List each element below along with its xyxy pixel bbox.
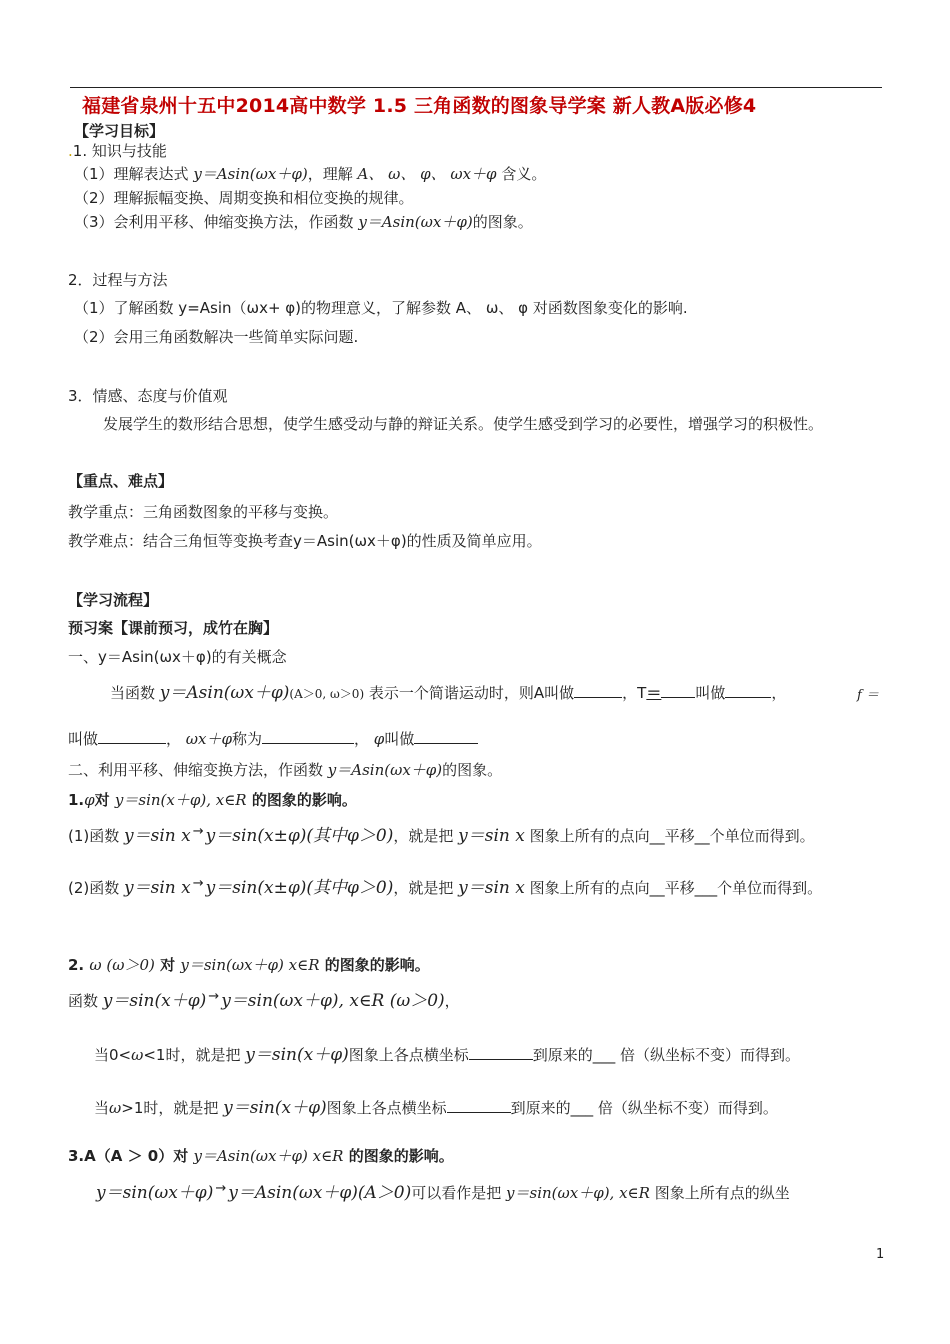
- s1-item1: （1）理解表达式 y＝Asin(ωx＋φ)，理解 A、 ω、 φ、 ωx＋φ 含义。: [74, 165, 547, 183]
- topic1-item1: (1)函数 y＝sin x → y＝sin(x±φ)(其中φ＞0)，就是把 y＝sin x 图象上所有的点向__平移__个单位而得到。: [68, 824, 815, 846]
- key-heading: 【重点、难点】: [68, 472, 174, 490]
- s1-heading: .1. 知识与技能: [68, 142, 167, 160]
- key-focus: 教学重点：三角函数图象的平移与变换。: [68, 503, 339, 521]
- s2-item2: （2）会用三角函数解决一些简单实际问题.: [74, 328, 359, 346]
- page-title: 福建省泉州十五中2014高中数学 1.5 三角函数的图象导学案 新人教A版必修4: [82, 95, 757, 117]
- key-difficulty: 教学难点：结合三角恒等变换考查y＝Asin(ωx＋φ)的性质及简单应用。: [68, 532, 542, 550]
- topic1-item2: (2)函数 y＝sin x → y＝sin(x±φ)(其中φ＞0)，就是把 y＝sin x 图象上所有的点向__平移___个单位而得到。: [68, 876, 823, 898]
- topic3-line1: y＝sin(ωx＋φ) → y＝Asin(ωx＋φ)(A＞0)可以看作是把 y＝sin(ωx＋φ), x∈R 图象上所有点的纵坐: [96, 1181, 790, 1203]
- preview-heading: 预习案【课前预习，成竹在胸】: [68, 619, 279, 637]
- s3-text: 发展学生的数形结合思想，使学生感受动与静的辩证关系。使学生感受到学习的必要性，增强学习的积极性。: [103, 415, 824, 433]
- topic1-heading: 1.φ对 y＝sin(x＋φ), x∈R 的图象的影响。: [68, 791, 357, 809]
- goals-heading: 【学习目标】: [74, 122, 165, 140]
- s1-item2: （2）理解振幅变换、周期变换和相位变换的规律。: [74, 189, 414, 207]
- concept-line1: 当函数 y＝Asin(ωx＋φ)(A＞0, ω＞0) 表示一个简谐运动时，则A叫做 ，T＝ 叫做 ，: [110, 683, 787, 703]
- header-rule: [70, 87, 882, 88]
- s2-heading: 2．过程与方法: [68, 271, 168, 289]
- topic2-heading: 2. ω (ω＞0) 对 y＝sin(ωx＋φ) x∈R 的图象的影响。: [68, 956, 430, 974]
- flow-heading: 【学习流程】: [68, 591, 159, 609]
- method-heading: 二、利用平移、伸缩变换方法，作函数 y＝Asin(ωx＋φ)的图象。: [68, 761, 503, 779]
- topic2-case2: 当ω>1时，就是把 y＝sin(x＋φ)图象上各点横坐标 到原来的___ 倍（纵坐标不变）而得到。: [94, 1098, 778, 1118]
- s1-item3: （3）会利用平移、伸缩变换方法，作函数 y＝Asin(ωx＋φ)的图象。: [74, 213, 533, 231]
- page-number: 1: [876, 1247, 885, 1262]
- s2-item1: （1）了解函数 y=Asin（ωx+ φ)的物理意义，了解参数 A、 ω、 φ 对函数图象变化的影响.: [74, 299, 688, 317]
- concept-heading: 一、y＝Asin(ωx＋φ)的有关概念: [68, 648, 287, 666]
- topic2-function: 函数 y＝sin(x＋φ) → y＝sin(ωx＋φ), x∈R (ω＞0)，: [68, 989, 460, 1011]
- concept-f: f ＝: [857, 688, 879, 703]
- concept-line2: 叫做 ， ωx＋φ称为 ， φ叫做: [68, 729, 478, 749]
- s3-heading: 3．情感、态度与价值观: [68, 387, 228, 405]
- topic3-heading: 3.A（A ＞ 0）对 y＝Asin(ωx＋φ) x∈R 的图象的影响。: [68, 1147, 454, 1165]
- topic2-case1: 当0<ω<1时，就是把 y＝sin(x＋φ)图象上各点横坐标 到原来的___ 倍（纵坐标不变）而得到。: [94, 1045, 801, 1065]
